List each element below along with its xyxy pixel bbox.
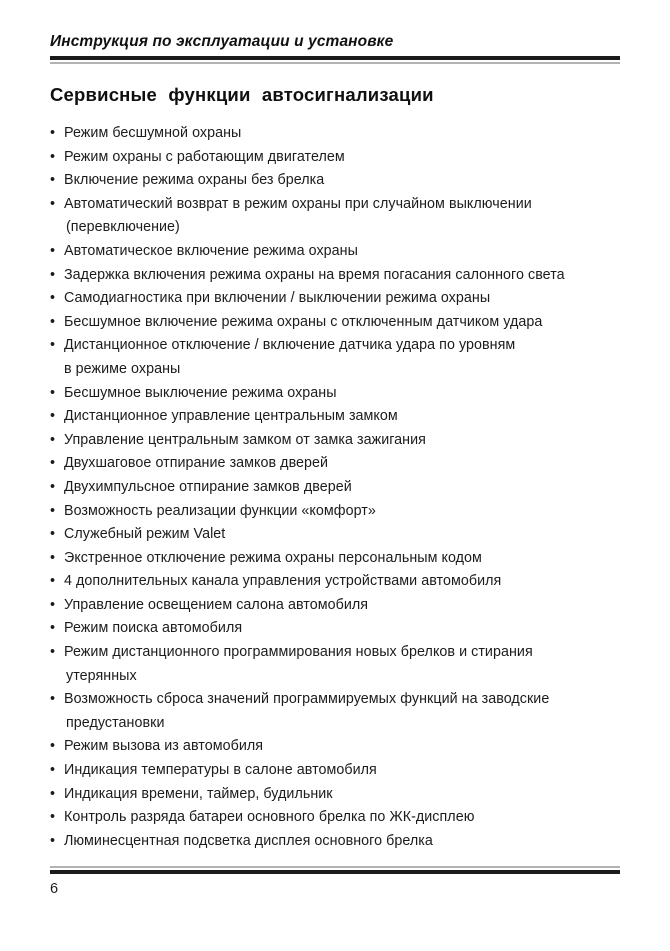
list-item [50, 382, 620, 406]
feature-list [50, 122, 620, 853]
list-item-continuation: предустановки [66, 714, 165, 731]
list-item-label: Задержка включения режима охраны на время погасания салонного света [64, 266, 565, 283]
list-item [50, 594, 620, 618]
list-item [50, 783, 620, 807]
footer-rule-thin [50, 866, 620, 868]
bullet-icon: • [50, 738, 56, 755]
list-item-label: Контроль разряда батареи основного брелка по ЖК-дисплею [64, 809, 475, 826]
page-number: 6 [50, 881, 59, 897]
list-item-label: Люминесцентная подсветка дисплея основного брелка [64, 832, 433, 849]
list-item [50, 405, 620, 429]
list-item-label: Включение режима охраны без брелка [64, 172, 325, 189]
list-item-continuation: (перевключение) [66, 219, 180, 236]
footer-rule-thick [50, 870, 620, 874]
bullet-icon: • [50, 125, 56, 141]
bullet-icon: • [50, 384, 56, 401]
bullet-icon: • [50, 455, 56, 472]
list-item-label: 4 дополнительных канала управления устройствами автомобиля [64, 573, 502, 590]
bullet-icon: • [50, 431, 56, 448]
list-item-label: Режим поиска автомобиля [64, 620, 243, 637]
list-item-label: Дистанционное управление центральным замком [64, 408, 398, 425]
list-item-label: Индикация времени, таймер, будильник [64, 785, 333, 802]
footer-rule [50, 866, 620, 874]
list-item-label: Двухшаговое отпирание замков дверей [64, 455, 329, 472]
list-item [50, 334, 620, 381]
page-title: Сервисные функции автосигнализации [50, 83, 434, 105]
bullet-icon: • [50, 644, 56, 661]
list-item-label: Возможность сброса значений программируемых функций на заводские [64, 691, 550, 708]
bullet-icon: • [50, 762, 56, 779]
list-item-label: Бесшумное выключение режима охраны [64, 384, 337, 401]
list-item [50, 570, 620, 594]
list-item [50, 240, 620, 264]
list-item-label: Служебный режим Valet [64, 526, 226, 543]
list-item [50, 169, 620, 193]
list-item [50, 264, 620, 288]
list-item [50, 523, 620, 547]
running-header-title: Инструкция по эксплуатации и установке [50, 33, 394, 50]
bullet-icon: • [50, 266, 56, 283]
page-header [50, 0, 620, 64]
bullet-icon: • [50, 832, 56, 849]
list-item [50, 735, 620, 759]
list-item-label: Автоматическое включение режима охраны [64, 242, 358, 259]
bullet-icon: • [50, 809, 56, 826]
list-item-label: Индикация температуры в салоне автомобиля [64, 762, 377, 779]
bullet-icon: • [50, 172, 56, 189]
bullet-icon: • [50, 549, 56, 566]
header-rule-thick [50, 56, 620, 60]
list-item [50, 146, 620, 170]
bullet-icon: • [50, 620, 56, 637]
list-item [50, 641, 620, 688]
bullet-icon: • [50, 242, 56, 259]
list-item [50, 500, 620, 524]
list-item-label: Режим дистанционного программирования новых брелков и стирания [64, 644, 533, 661]
list-item-label: Управление освещением салона автомобиля [64, 596, 369, 613]
list-item [50, 429, 620, 453]
list-item-continuation: утерянных [66, 667, 137, 684]
list-item-continuation: в режиме охраны [64, 360, 181, 377]
list-item [50, 193, 620, 240]
list-item [50, 806, 620, 830]
list-item-label: Управление центральным замком от замка зажигания [64, 431, 426, 448]
bullet-icon: • [50, 596, 56, 613]
list-item [50, 287, 620, 311]
list-item-label: Самодиагностика при включении / выключении режима охраны [64, 290, 491, 307]
list-item [50, 122, 620, 146]
header-rule [50, 56, 620, 64]
list-item [50, 759, 620, 783]
bullet-icon: • [50, 785, 56, 802]
bullet-icon: • [50, 478, 56, 495]
header-rule-thin [50, 62, 620, 64]
bullet-icon: • [50, 691, 56, 708]
list-item [50, 830, 620, 854]
list-item-label: Возможность реализации функции «комфорт» [64, 502, 376, 519]
bullet-icon: • [50, 195, 56, 212]
list-item-label: Режим бесшумной охраны [64, 125, 242, 141]
bullet-icon: • [50, 290, 56, 307]
list-item [50, 688, 620, 735]
list-item [50, 617, 620, 641]
list-item [50, 452, 620, 476]
list-item-label: Режим вызова из автомобиля [64, 738, 264, 755]
list-item [50, 311, 620, 335]
list-item-label: Двухимпульсное отпирание замков дверей [64, 478, 352, 495]
bullet-icon: • [50, 526, 56, 543]
page-footer [50, 866, 620, 951]
bullet-icon: • [50, 313, 56, 330]
bullet-icon: • [50, 148, 56, 165]
bullet-icon: • [50, 337, 56, 354]
list-item-label: Экстренное отключение режима охраны персональным кодом [64, 549, 482, 566]
list-item-label: Бесшумное включение режима охраны с отключенным датчиком удара [64, 313, 543, 330]
bullet-icon: • [50, 573, 56, 590]
list-item-label: Режим охраны с работающим двигателем [64, 148, 345, 165]
bullet-icon: • [50, 502, 56, 519]
list-item-label: Дистанционное отключение / включение датчика удара по уровням [64, 337, 516, 354]
list-item [50, 547, 620, 571]
bullet-icon: • [50, 408, 56, 425]
list-item-label: Автоматический возврат в режим охраны при случайном выключении [64, 195, 532, 212]
list-item [50, 476, 620, 500]
